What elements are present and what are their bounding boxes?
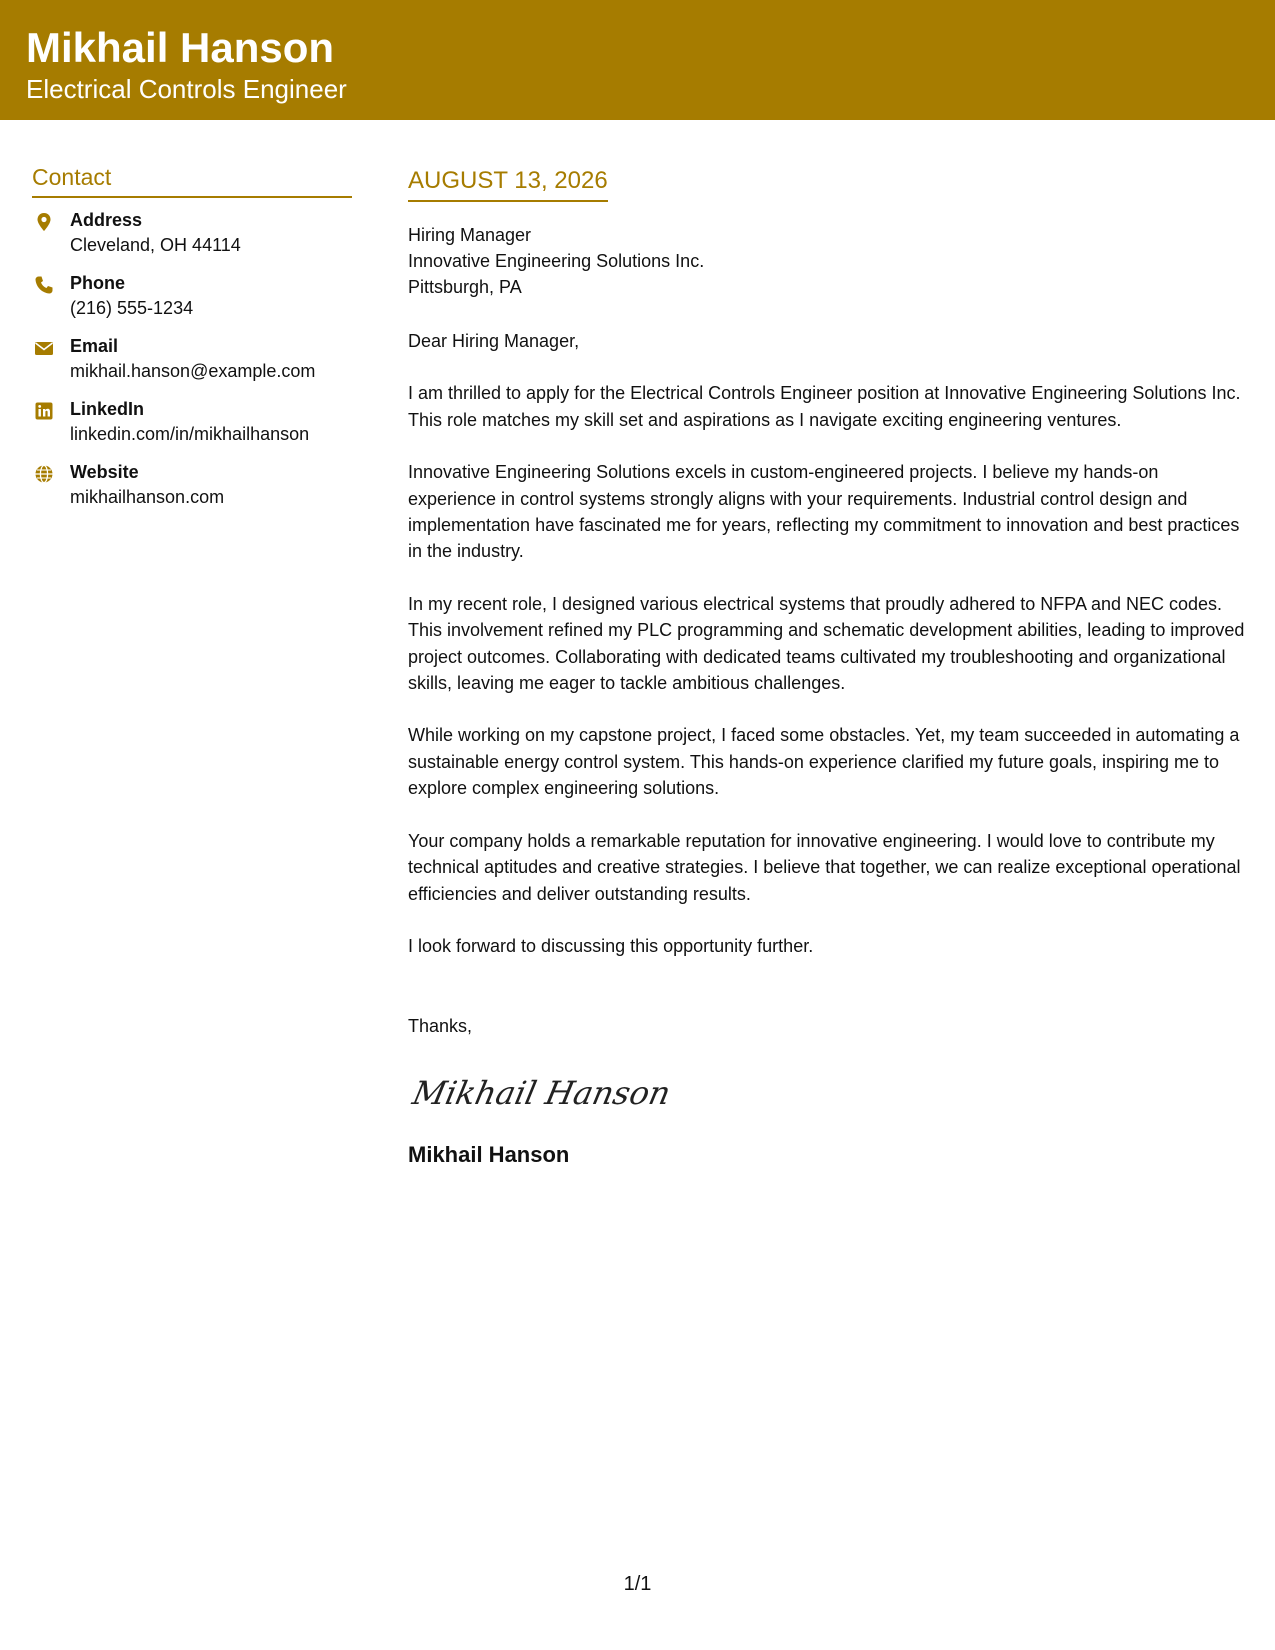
contact-value: Cleveland, OH 44114	[70, 235, 241, 255]
contact-label: Email	[70, 336, 119, 356]
letter-body	[408, 164, 1248, 1170]
contact-item-linkedin	[32, 397, 352, 460]
envelope-icon	[34, 338, 54, 358]
salutation: Dear Hiring Manager,	[408, 331, 580, 351]
contact-item-website	[32, 460, 352, 523]
page-number: 1/1	[623, 1573, 652, 1595]
paragraph: Innovative Engineering Solutions excels in custom-engineered projects. I believe my hands-on experience in control systems strongly aligns with your requirements. Industrial control design and implementation have fascinated me for years, reflecting my commitment to innovation and best practices in the industry.	[408, 462, 1240, 562]
contact-label: LinkedIn	[70, 399, 145, 419]
signature-glyphs: Mikhail Hanson	[409, 1074, 668, 1112]
contact-item-address	[32, 208, 352, 271]
contact-list	[32, 208, 352, 523]
header-banner	[0, 0, 1275, 120]
letter-date: AUGUST 13, 2026	[408, 164, 608, 202]
contact-section-title: Contact	[32, 160, 352, 198]
paragraph: Your company holds a remarkable reputation for innovative engineering. I would love to contribute my technical aptitudes and creative strategies. I believe that together, we can realize exceptional operational efficiencies and deliver outstanding results.	[408, 830, 1241, 904]
map-pin-icon	[34, 212, 54, 232]
signed-name: Mikhail Hanson	[408, 1141, 570, 1167]
contact-value: (216) 555-1234	[70, 298, 194, 318]
handwritten-signature	[408, 1062, 1248, 1122]
paragraph: I look forward to discussing this opportunity further.	[408, 935, 814, 956]
paragraph: I am thrilled to apply for the Electrical Controls Engineer position at Innovative Engineering Solutions Inc. This role matches my skill set and aspirations as I navigate exciting engineering ventures.	[408, 383, 1241, 430]
candidate-name: Mikhail Hanson	[26, 24, 335, 71]
recipient-line: Hiring Manager	[408, 225, 532, 245]
linkedin-icon	[34, 401, 54, 421]
contact-sidebar	[32, 160, 352, 523]
contact-item-email	[32, 334, 352, 397]
job-title: Electrical Controls Engineer	[26, 74, 347, 104]
recipient-block	[408, 222, 1248, 300]
contact-value: mikhail.hanson@example.com	[70, 361, 316, 381]
globe-icon	[34, 464, 54, 484]
phone-icon	[34, 275, 54, 295]
contact-item-phone	[32, 271, 352, 334]
recipient-line: Innovative Engineering Solutions Inc.	[408, 251, 705, 271]
contact-label: Website	[70, 462, 139, 482]
recipient-line: Pittsburgh, PA	[408, 277, 522, 297]
closing: Thanks,	[408, 1016, 473, 1037]
paragraph: In my recent role, I designed various electrical systems that proudly adhered to NFPA and NEC codes. This involvement refined my PLC programming and schematic development abilities, leading to improved project outcomes. Collaborating with dedicated teams cultivated my troubleshooting and organizational skills, leaving me eager to tackle ambitious challenges.	[408, 593, 1245, 694]
contact-value: mikhailhanson.com	[70, 487, 225, 507]
contact-label: Address	[70, 210, 143, 230]
contact-value: linkedin.com/in/mikhailhanson	[70, 424, 310, 444]
paragraph: While working on my capstone project, I faced some obstacles. Yet, my team succeeded in automating a sustainable energy control system. This hands-on experience clarified my future goals, inspiring me to explore complex engineering solutions.	[408, 725, 1240, 799]
contact-label: Phone	[70, 273, 126, 293]
